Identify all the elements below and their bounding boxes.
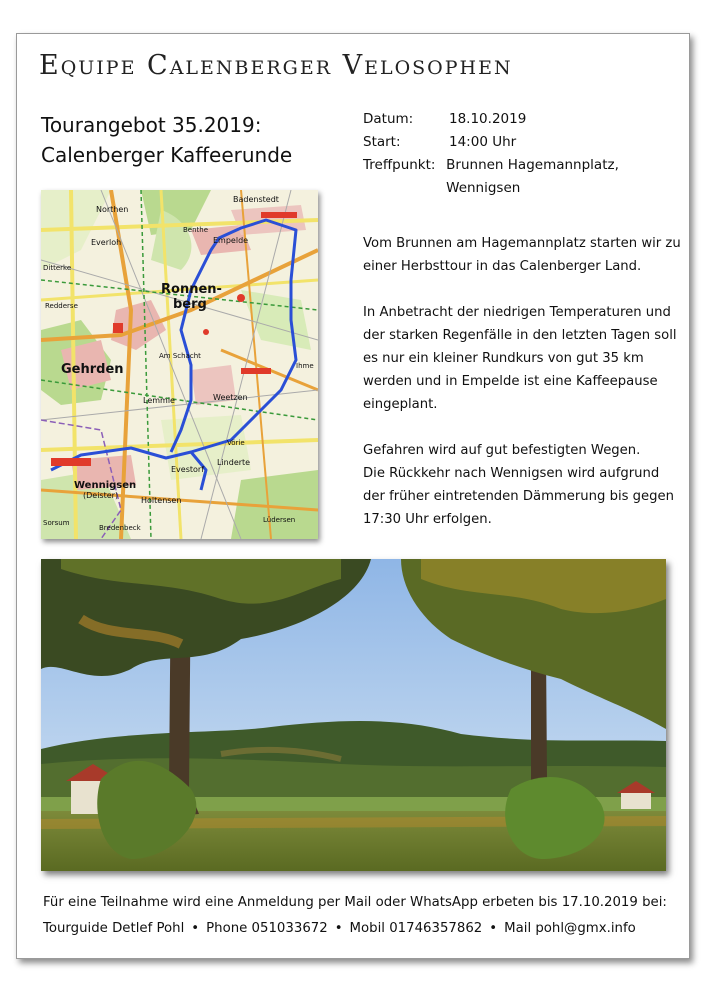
tour-description	[363, 232, 683, 531]
info-value: 14:00 Uhr	[449, 134, 517, 150]
map-label-ronnenberg-2: berg	[173, 297, 207, 312]
map-label-redderse: Redderse	[45, 302, 78, 310]
tour-number: Tourangebot 35.2019:	[41, 113, 262, 137]
footer	[43, 890, 667, 942]
map-label-ditterke: Ditterke	[43, 264, 72, 272]
map-label-northen: Northen	[96, 205, 129, 214]
map-label-empelde: Empelde	[213, 236, 249, 245]
registration-note: Für eine Teilnahme wird eine Anmeldung per Mail oder WhatsApp erbeten bis 17.10.2019 bei:	[43, 895, 667, 910]
description-intro: Vom Brunnen am Hagemannplatz starten wir zu einer Herbsttour in das Calenberger Land.	[363, 236, 681, 274]
info-value: 18.10.2019	[449, 111, 527, 127]
description-conditions: In Anbetracht der niedrigen Temperaturen und der starken Regenfälle in den letzten Tagen soll es nur ein kleiner Rundkurs von gut 35 km werden und in Empelde ist eine Kaffeepause eingeplant.	[363, 305, 677, 412]
landscape-photo-svg	[41, 559, 666, 871]
map-label-badenstedt: Badenstedt	[233, 195, 279, 204]
bullet-separator: •	[489, 921, 498, 936]
phone-number: Phone 051033672	[206, 921, 328, 936]
contact-line	[43, 916, 667, 942]
bullet-separator: •	[191, 921, 200, 936]
club-title: Equipe Calenberger Velosophen	[39, 50, 513, 81]
info-label: Start:	[363, 134, 401, 150]
map-label-vorie: Vörie	[227, 439, 245, 447]
map-label-benthe: Benthe	[183, 226, 209, 234]
mail-address: Mail pohl@gmx.info	[504, 921, 636, 936]
route-map	[41, 190, 318, 539]
info-label: Datum:	[363, 111, 414, 127]
info-value: Brunnen Hagemannplatz, Wennigsen	[446, 157, 619, 196]
map-label-linderte: Linderte	[217, 458, 251, 467]
map-label-weetzen: Weetzen	[213, 393, 248, 402]
map-label-holtensen: Holtensen	[141, 496, 182, 505]
tour-title	[41, 110, 292, 170]
map-label-lemmie: Lemmie	[143, 396, 175, 405]
route-map-svg	[41, 190, 318, 539]
map-label-evestorf: Evestorf	[171, 465, 205, 474]
map-label-everloh: Everloh	[91, 238, 122, 247]
map-label-ludersen: Lüdersen	[263, 516, 296, 524]
tourguide-name: Tourguide Detlef Pohl	[43, 921, 185, 936]
tour-name: Calenberger Kaffeerunde	[41, 143, 293, 167]
map-label-bredenbeck: Bredenbeck	[99, 524, 141, 532]
info-row-date	[363, 108, 689, 131]
description-roads: Gefahren wird auf gut befestigten Wegen.	[363, 443, 641, 458]
tour-info	[363, 108, 689, 200]
flyer-page	[16, 33, 690, 959]
bullet-separator: •	[334, 921, 343, 936]
info-row-meeting-point	[363, 154, 689, 200]
map-label-am-schacht: Am Schacht	[159, 352, 201, 360]
map-label-deister: (Deister)	[83, 491, 119, 500]
mobile-number: Mobil 01746357862	[349, 921, 483, 936]
info-label: Treffpunkt:	[363, 157, 436, 173]
map-label-ihme: Ihme	[296, 362, 314, 370]
map-label-wennigsen: Wennigsen	[74, 480, 137, 491]
map-label-gehrden: Gehrden	[61, 362, 124, 377]
map-label-sorsum: Sorsum	[43, 519, 70, 527]
landscape-photo	[41, 559, 666, 871]
info-row-start	[363, 131, 689, 154]
map-label-ronnenberg: Ronnen-	[161, 282, 222, 297]
description-return: Die Rückkehr nach Wennigsen wird aufgrund der früher eintretenden Dämmerung bis gegen 17:30 Uhr erfolgen.	[363, 466, 675, 527]
